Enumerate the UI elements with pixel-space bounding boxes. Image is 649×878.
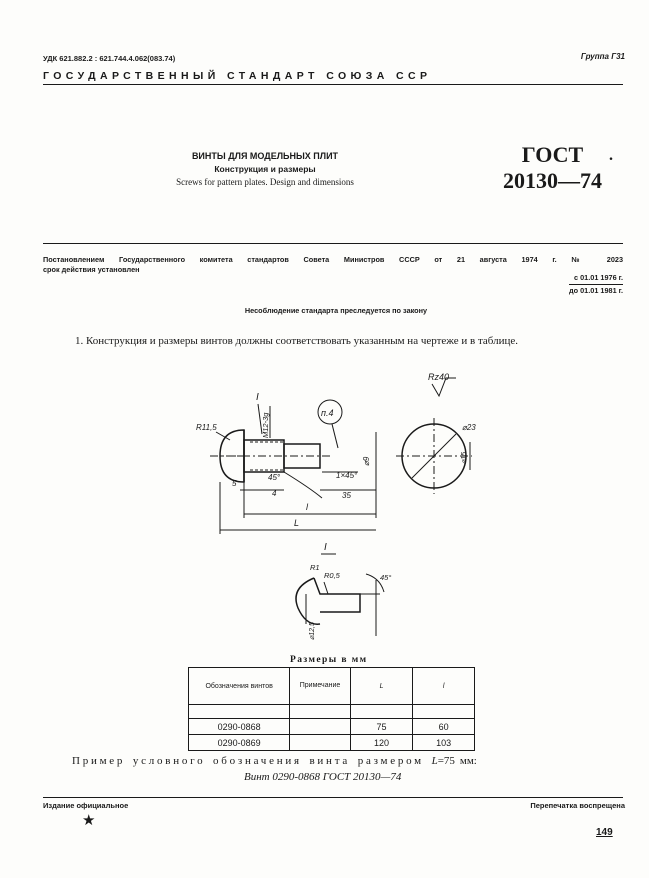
table-cell bbox=[290, 719, 350, 735]
dim-L: L bbox=[294, 518, 300, 528]
date-from: с 01.01 1976 г. bbox=[574, 273, 623, 282]
dim-l: l bbox=[306, 502, 308, 512]
star-icon: ★ bbox=[82, 813, 96, 829]
roughness-label: Rz40 bbox=[428, 372, 450, 382]
angle-45: 45° bbox=[268, 473, 281, 482]
table-cell: 0290-0869 bbox=[189, 735, 290, 751]
dia-15-label: ⌀15 bbox=[461, 451, 468, 464]
table-header: l bbox=[413, 668, 475, 705]
dim-35: 35 bbox=[342, 491, 351, 500]
example-code: Винт 0290-0868 ГОСТ 20130—74 bbox=[244, 771, 402, 783]
decree-text: Постановлением Государственного комитета стандартов Совета Министров СССР от 21 августа 1974 г. № 2023 bbox=[43, 255, 623, 264]
dia-23-label: ⌀23 bbox=[462, 423, 476, 432]
detail-r1: R1 bbox=[310, 563, 320, 572]
title-ru: ВИНТЫ ДЛЯ МОДЕЛЬНЫХ ПЛИТ bbox=[191, 151, 339, 161]
detail-angle: 45° bbox=[380, 573, 392, 582]
page-number: 149 bbox=[596, 827, 613, 838]
official-edition: Издание официальное bbox=[43, 801, 129, 810]
group-code: Группа Г31 bbox=[580, 52, 625, 61]
example-value: =75 мм: bbox=[437, 755, 477, 767]
detail-r05: R0,5 bbox=[324, 571, 340, 580]
table-header: Примечание bbox=[290, 668, 350, 705]
r-head-label: R11,5 bbox=[196, 423, 217, 432]
gost-label: ГОСТ bbox=[521, 142, 584, 167]
thread-label: M12-3g bbox=[261, 412, 270, 438]
footer-rule bbox=[43, 797, 623, 798]
sizes-table bbox=[188, 667, 475, 751]
note-ref-label: п.4 bbox=[321, 408, 334, 418]
dim-5: 5 bbox=[232, 479, 237, 488]
screw-drawing bbox=[180, 368, 510, 648]
table-cell: 103 bbox=[413, 735, 475, 751]
table-cell: 75 bbox=[350, 719, 413, 735]
udk-code: УДК 621.882.2 : 621.744.4.062(083.74) bbox=[43, 54, 176, 63]
example-line bbox=[72, 755, 477, 767]
paragraph-1: 1. Конструкция и размеры винтов должны соответствовать указанным на чертеже и в таблице. bbox=[75, 335, 518, 347]
subtitle-ru: Конструкция и размеры bbox=[214, 164, 316, 174]
dim-4: 4 bbox=[272, 489, 277, 498]
table-cell: 120 bbox=[350, 735, 413, 751]
table-header: Обозначения винтов bbox=[189, 668, 290, 705]
table-cell: 0290-0868 bbox=[189, 719, 290, 735]
chamfer-label: 1×45° bbox=[336, 471, 358, 480]
header-rule bbox=[43, 84, 623, 85]
detail-dia: ⌀12,5 bbox=[309, 622, 316, 640]
title-en: Screws for pattern plates. Design and dimensions bbox=[176, 177, 354, 187]
table-header: L bbox=[350, 668, 413, 705]
example-prefix: Пример условного обозначения винта размером bbox=[72, 755, 424, 767]
table-row bbox=[189, 735, 475, 751]
table-row bbox=[189, 719, 475, 735]
dia-9-label: ⌀9 bbox=[362, 456, 371, 466]
date-to: до 01.01 1981 г. bbox=[569, 286, 623, 295]
example-var: L bbox=[431, 755, 438, 767]
gost-number: 20130—74 bbox=[503, 168, 602, 193]
validity-label: срок действия установлен bbox=[43, 265, 140, 274]
detail-mark-top: I bbox=[256, 392, 259, 403]
detail-mark-bottom: I bbox=[324, 542, 327, 553]
reprint-notice: Перепечатка воспрещена bbox=[530, 801, 625, 810]
mark-dot: . bbox=[609, 147, 613, 164]
law-notice: Несоблюдение стандарта преследуется по закону bbox=[244, 306, 428, 315]
state-standard-header: ГОСУДАРСТВЕННЫЙ СТАНДАРТ СОЮЗА ССР bbox=[43, 70, 432, 82]
decree-rule bbox=[43, 243, 623, 244]
table-cell bbox=[290, 735, 350, 751]
table-cell: 60 bbox=[413, 719, 475, 735]
table-caption: Размеры в мм bbox=[290, 655, 368, 665]
